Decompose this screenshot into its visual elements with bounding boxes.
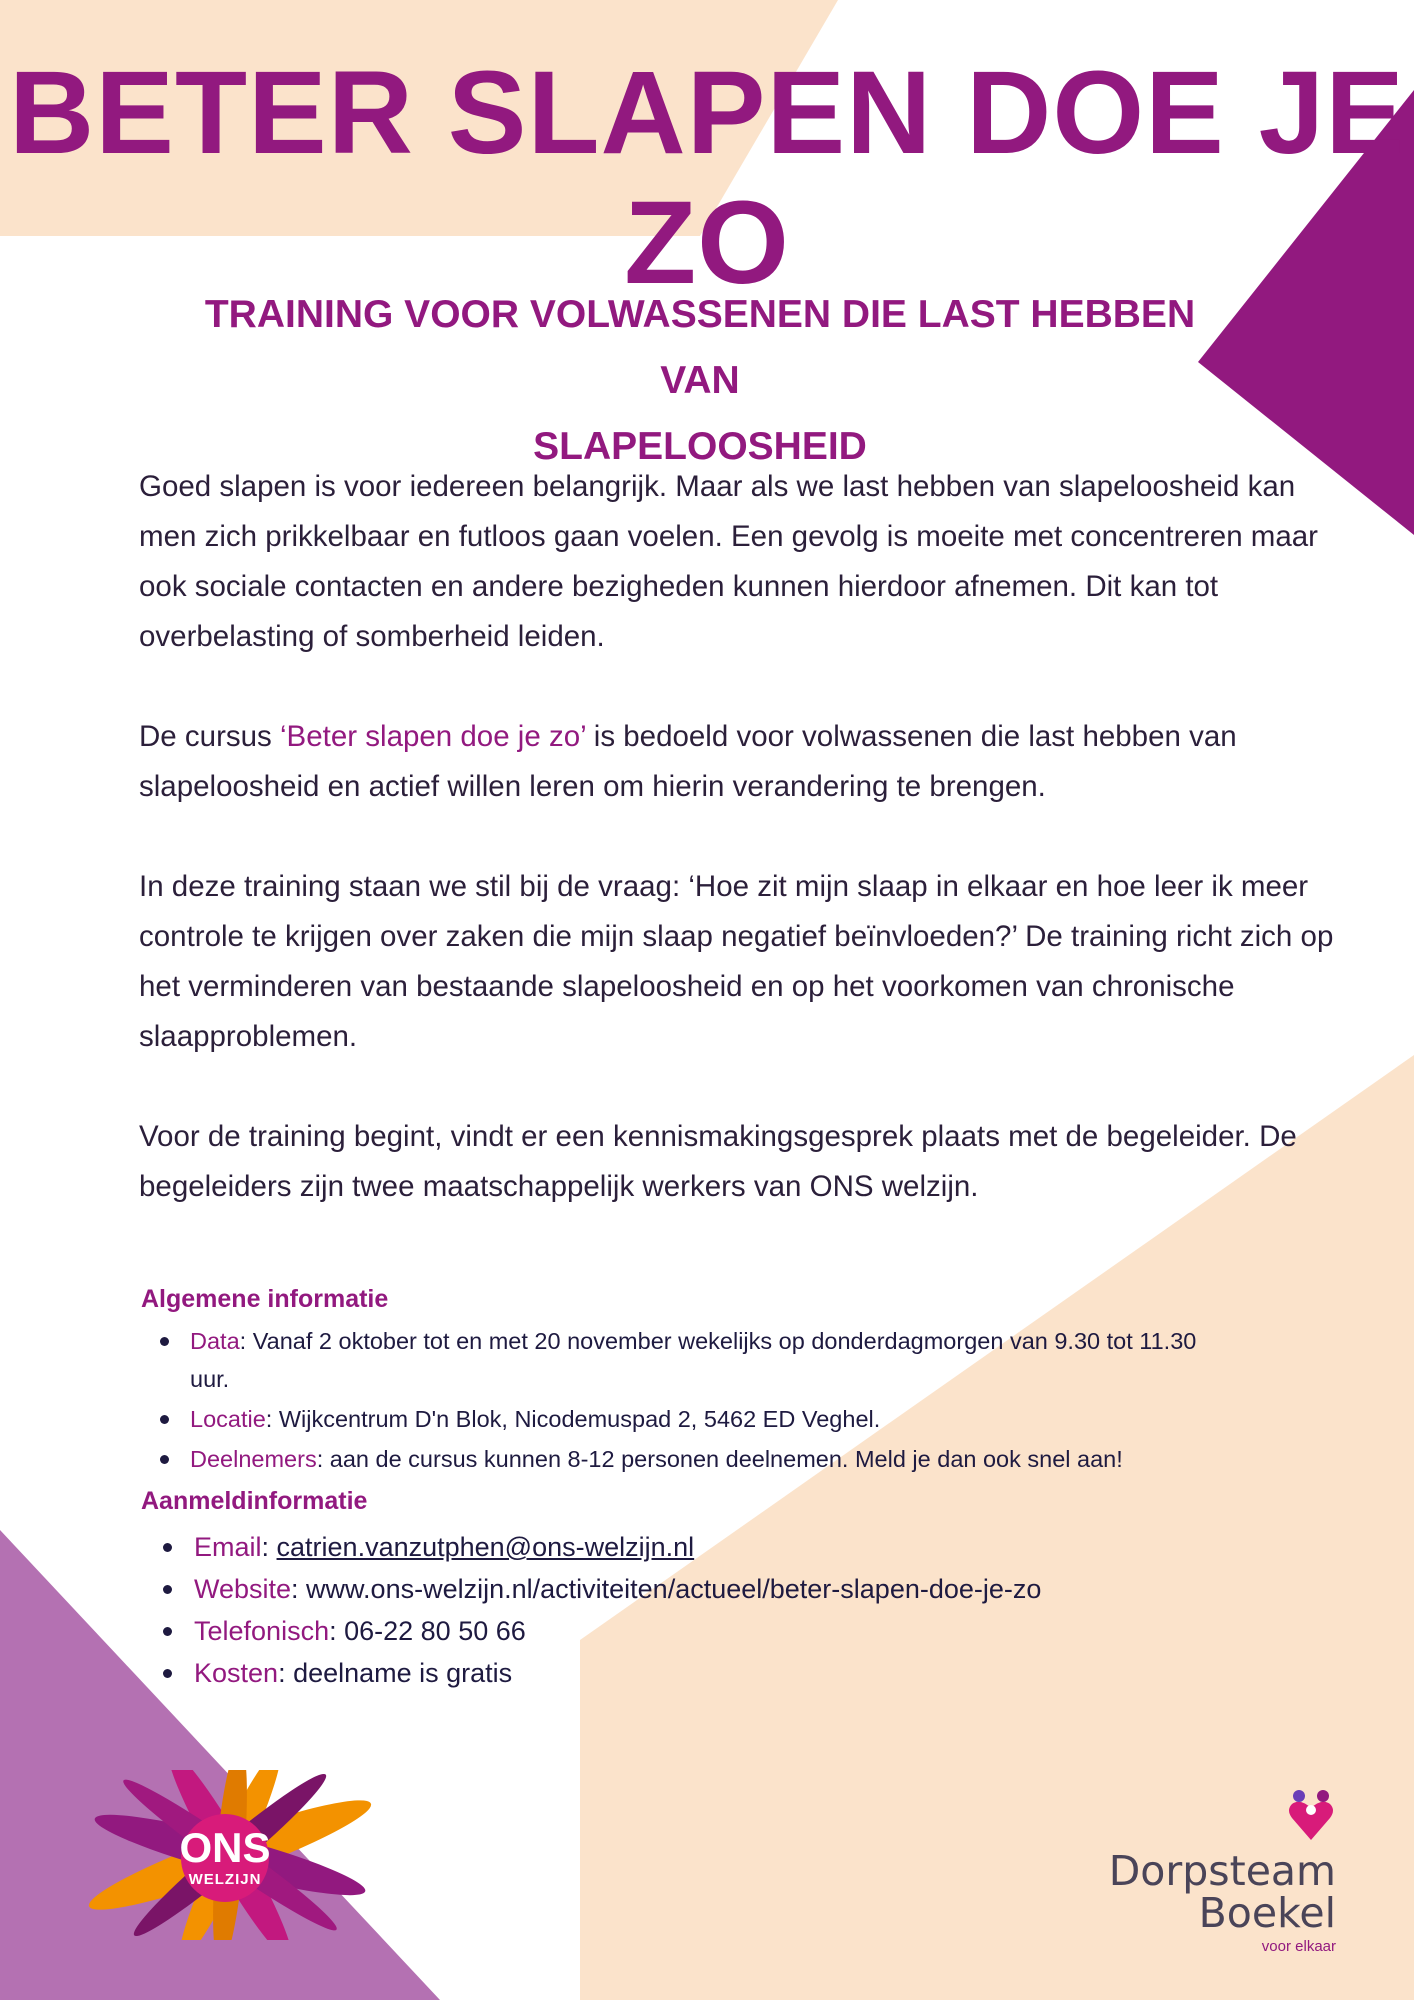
list-item	[190, 1322, 1230, 1398]
website-link[interactable]: : www.ons-welzijn.nl/activiteiten/actueel/beter-slapen-doe-je-zo	[291, 1574, 1042, 1604]
email-label: Email	[194, 1532, 262, 1562]
ons-welzijn-logo	[70, 1770, 400, 1940]
info-label: Locatie	[190, 1406, 266, 1432]
phone-item	[194, 1610, 1294, 1652]
info-value: : aan de cursus kunnen 8-12 personen deelnemen. Meld je dan ook snel aan!	[316, 1446, 1123, 1472]
course-name-highlight: ‘Beter slapen doe je zo’	[280, 720, 586, 753]
boekel-name: Boekel	[1198, 1889, 1336, 1937]
intro-paragraph-2	[139, 712, 1334, 812]
bullet-icon	[163, 1543, 172, 1552]
signup-info-list	[194, 1526, 1294, 1694]
email-item	[194, 1526, 1294, 1568]
bullet-icon	[163, 1585, 172, 1594]
page-title: BETER SLAPEN DOE JE ZO	[9, 47, 1405, 309]
phone-label: Telefonisch	[194, 1616, 330, 1646]
website-label: Website	[194, 1574, 292, 1604]
info-label: Deelnemers	[190, 1446, 317, 1472]
bullet-icon	[160, 1337, 169, 1346]
intro-paragraph-4: Voor de training begint, vindt er een kennismakingsgesprek plaats met de begeleider. De begeleiders zijn twee maatschappelijk werkers van ONS welzijn.	[139, 1120, 1297, 1203]
intro-paragraph-3: In deze training staan we stil bij de vraag: ‘Hoe zit mijn slaap in elkaar en hoe leer ik meer controle te krijgen over zaken die mijn slaap negatief beïnvloeden?’ De training richt zich op het verminderen van bestaande slapeloosheid en op het voorkomen van chronische slaapproblemen.	[139, 870, 1334, 1053]
intro-p2-end: is bedoeld voor volwassenen die last hebben van slapeloosheid en actief willen leren om hierin verandering te brengen.	[139, 720, 1237, 803]
dorpsteam-tagline: voor elkaar	[1261, 1938, 1336, 1955]
cost-label: Kosten	[194, 1658, 279, 1688]
intro-p2-start: De cursus	[139, 720, 280, 753]
subtitle-line-1: TRAINING VOOR VOLWASSENEN DIE LAST HEBBEN VAN	[204, 293, 1196, 402]
bullet-icon	[160, 1415, 169, 1424]
page-subtitle	[160, 282, 1240, 480]
list-item	[190, 1440, 1230, 1478]
welzijn-logo-text: WELZIJN	[188, 1871, 262, 1888]
info-value: : Wijkcentrum D'n Blok, Nicodemuspad 2, 5462 ED Veghel.	[265, 1406, 881, 1432]
intro-paragraph-1: Goed slapen is voor iedereen belangrijk. Maar als we last hebben van slapeloosheid kan men zich prikkelbaar en futloos gaan voelen. Een gevolg is moeite met concentreren maar ook sociale contacten en andere bezigheden kunnen hierdoor afnemen. Dit kan tot overbelasting of somberheid leiden.	[139, 470, 1319, 653]
people-heart-icon	[1286, 1788, 1336, 1843]
ons-logo-text: ONS	[179, 1824, 271, 1871]
phone-number: : 06-22 80 50 66	[329, 1616, 526, 1646]
dorpsteam-name: Dorpsteam	[1108, 1847, 1336, 1895]
website-item	[194, 1568, 1294, 1610]
bullet-icon	[163, 1627, 172, 1636]
info-label: Data	[190, 1328, 240, 1354]
dorpsteam-boekel-logo	[1108, 1788, 1348, 1958]
cost-item	[194, 1652, 1294, 1694]
list-item	[190, 1400, 1230, 1438]
email-link[interactable]: catrien.vanzutphen@ons-welzijn.nl	[276, 1532, 695, 1562]
bullet-icon	[163, 1669, 172, 1678]
cost-value: : deelname is gratis	[278, 1658, 513, 1688]
general-info-heading: Algemene informatie	[141, 1285, 389, 1313]
info-value: : Vanaf 2 oktober tot en met 20 november wekelijks op donderdagmorgen van 9.30 tot 11.30 uur.	[190, 1328, 1197, 1392]
intro-text	[139, 462, 1334, 1262]
bullet-icon	[160, 1455, 169, 1464]
subtitle-line-2: SLAPELOOSHEID	[533, 425, 867, 468]
signup-info-heading: Aanmeldinformatie	[141, 1487, 368, 1515]
general-info-list	[190, 1322, 1230, 1480]
email-separator: :	[261, 1532, 277, 1562]
